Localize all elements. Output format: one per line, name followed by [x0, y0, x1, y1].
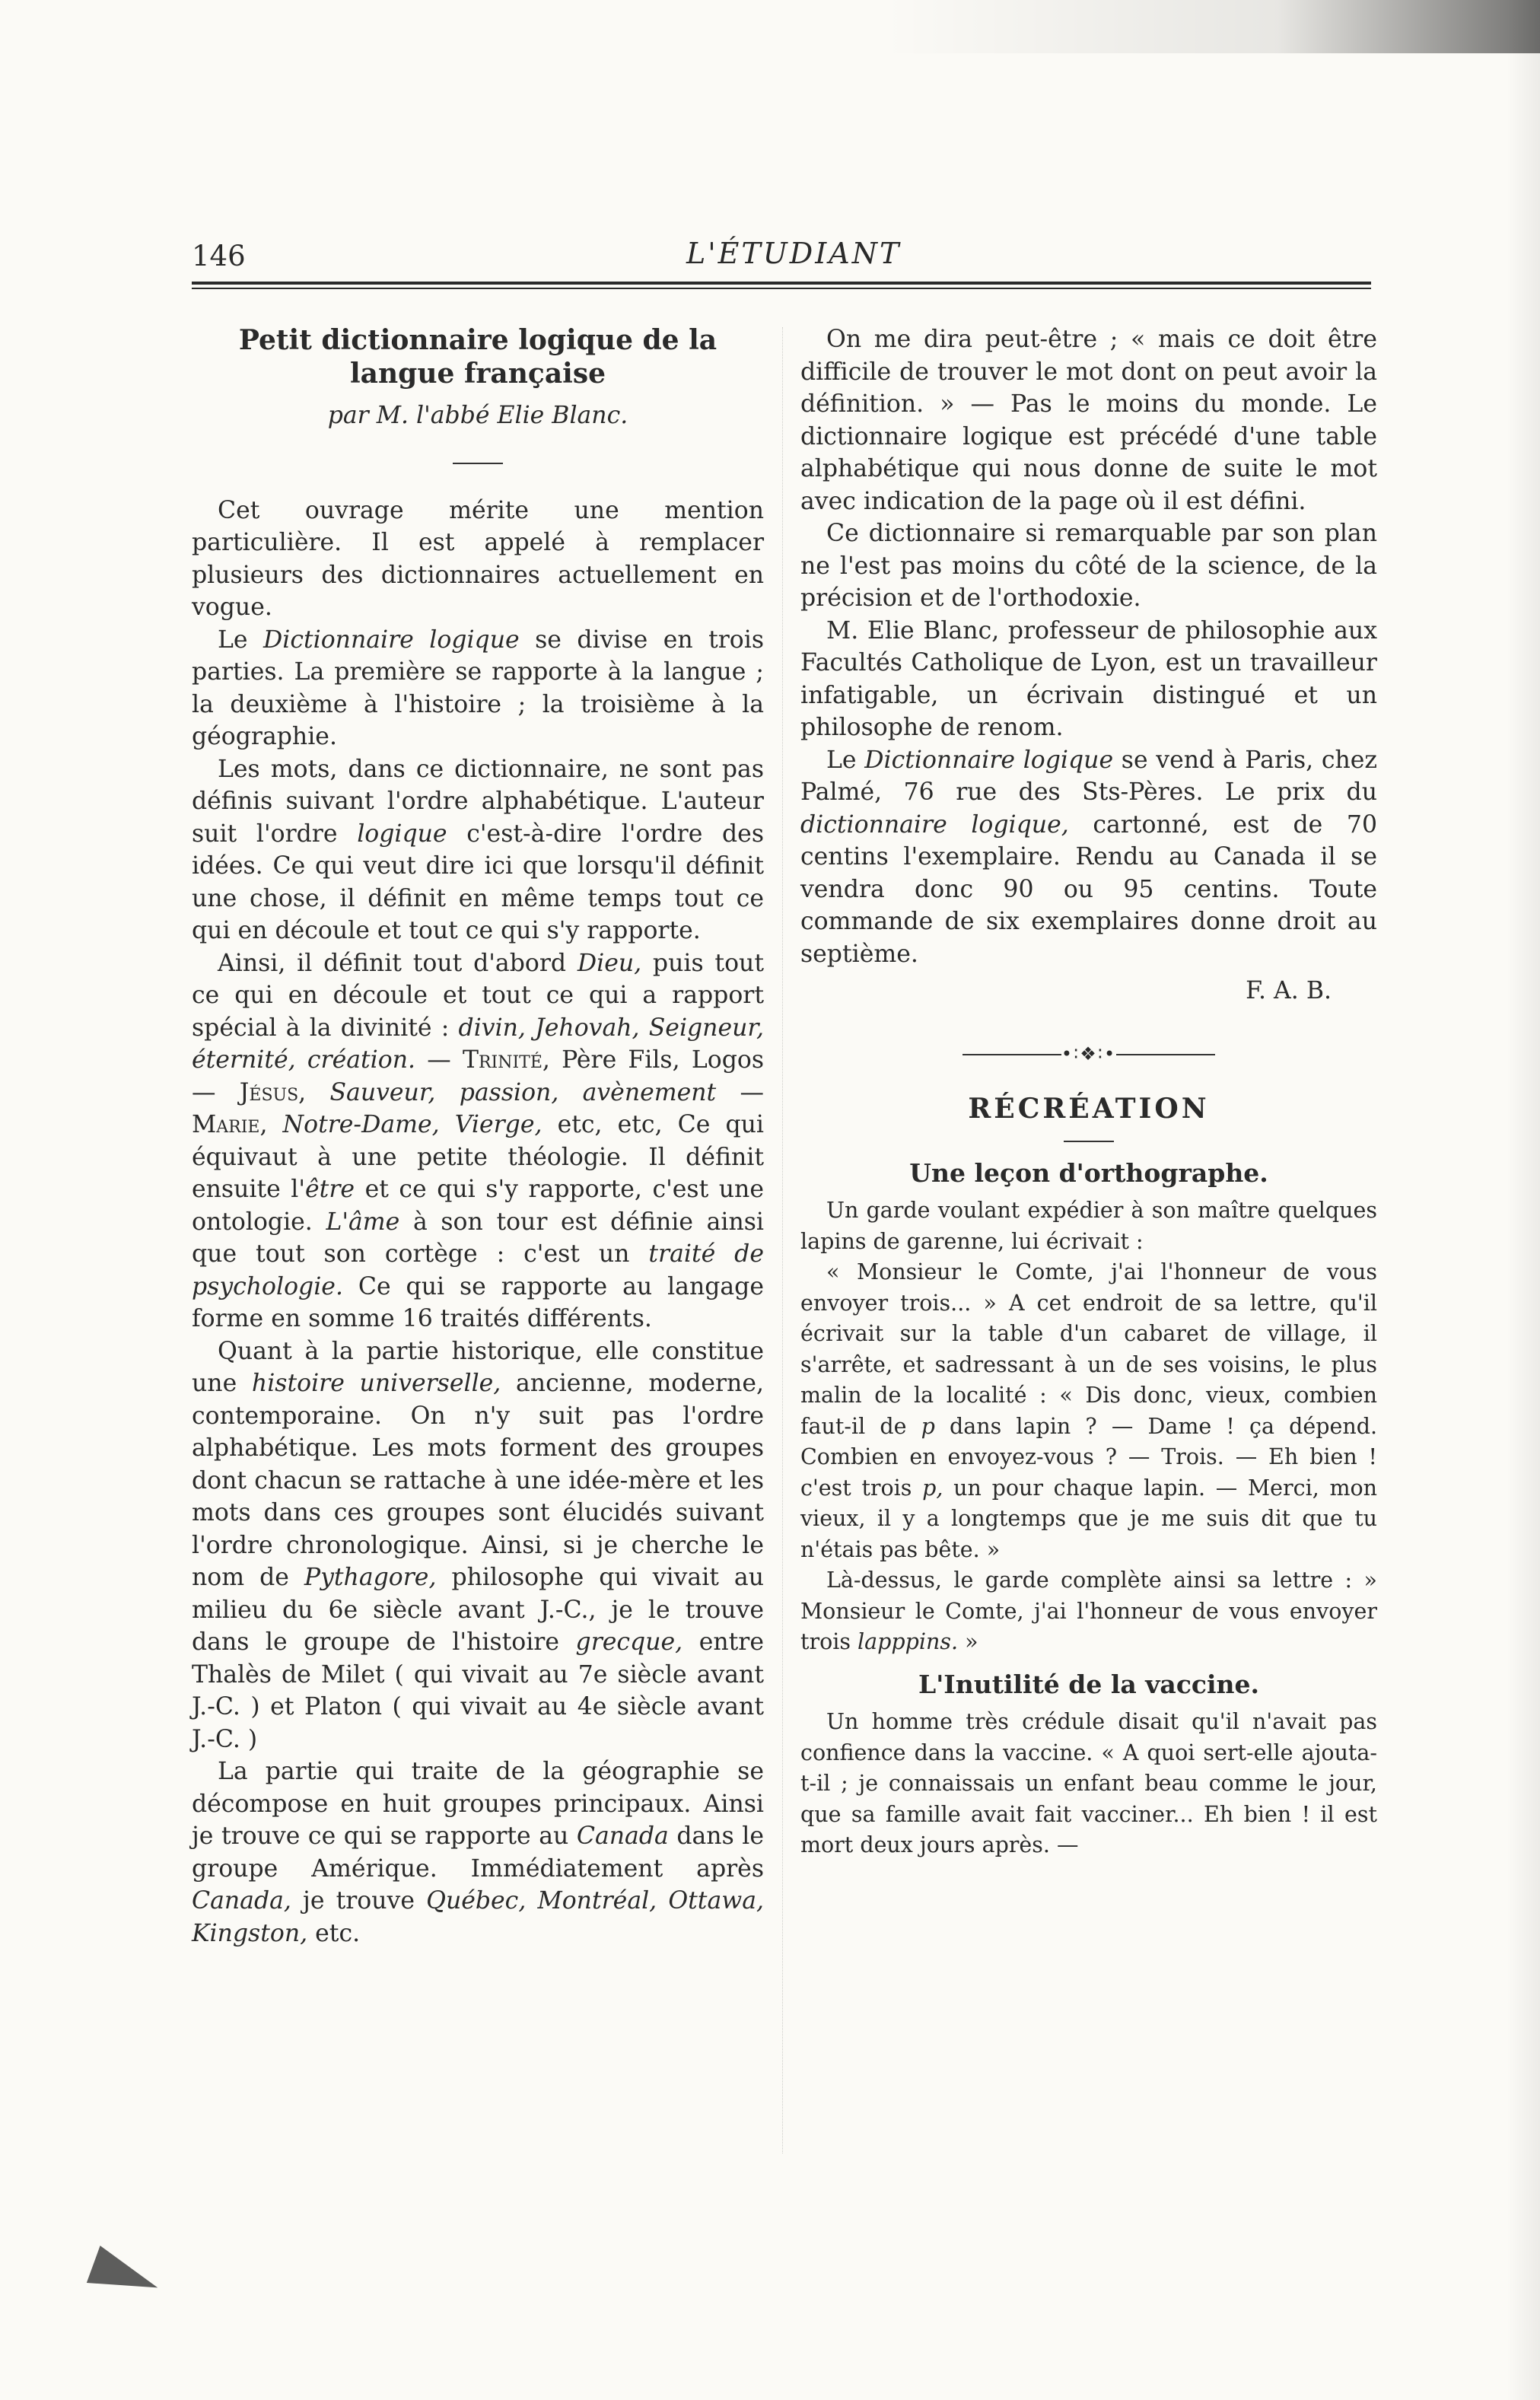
running-title: L'ÉTUDIANT	[686, 237, 902, 270]
paragraph: Là-dessus, le garde complète ainsi sa lettre : » Monsieur le Comte, j'ai l'honneur de vous envoyer trois lapppins. »	[800, 1568, 1377, 1654]
story-title: L'Inutilité de la vaccine.	[918, 1669, 1260, 1699]
article-signature: F. A. B.	[1246, 977, 1332, 1004]
paragraph: Ainsi, il définit tout d'abord Dieu, puis tout ce qui en découle et tout ce qui a rapport spécial à la divinité : divin, Jehovah, Seigneur, éternité, création. — Trinité, Père Fils, Logos — Jésus, Sauveur, passion, avènement — Marie, Notre-Dame, Vierge, etc, etc, Ce qui équivaut à une petite théologie. Il définit ensuite l'être et ce qui s'y rapporte, c'est une ontologie. L'âme à son tour est définie ainsi que tout son cortège : c'est un traité de psychologie. Ce qui se rapporte au langage forme en somme 16 traités différents.	[192, 949, 765, 1332]
ornament-divider: •∶❖∶•	[800, 1038, 1377, 1071]
page-number: 146	[192, 240, 246, 272]
scan-shadow-top	[883, 0, 1540, 53]
scan-artifact	[87, 2246, 164, 2306]
paragraph: Quant à la partie historique, elle constitue une histoire universelle, ancienne, moderne, contemporaine. On n'y suit pas l'ordre alphabétique. Les mots forment des groupes dont chacun se rattache à une idée-mère et les mots dans ces groupes sont élucidés suivant l'ordre chronologique. Ainsi, si je cherche le nom de Pythagore, philosophe qui vivait au milieu du 6e siècle avant J.-C., je le trouve dans le groupe de l'histoire grecque, entre Thalès de Milet ( qui vivait au 7e siècle avant J.-C. ) et Platon ( qui vivait au 4e siècle avant J.-C. )	[192, 1337, 764, 1753]
paragraph: La partie qui traite de la géographie se décompose en huit groupes principaux. Ainsi je trouve ce qui se rapporte au Canada dans le groupe Amérique. Immédiatement après Canada, je trouve Québec, Montréal, Ottawa, Kingston, etc.	[192, 1758, 765, 1947]
section-separator	[1064, 1141, 1114, 1142]
left-column	[192, 323, 764, 1950]
title-separator	[453, 463, 503, 464]
header-rule	[192, 282, 1371, 289]
story-body	[800, 1707, 1377, 1861]
paragraph: Le Dictionnaire logique se divise en trois parties. La première se rapporte à la langue ; la deuxième à l'histoire ; la troisième à la géographie.	[192, 625, 765, 750]
column-divider	[782, 327, 783, 2153]
paragraph: Ce dictionnaire si remarquable par son plan ne l'est pas moins du côté de la science, de la précision et de l'orthodoxie.	[800, 520, 1377, 612]
article-title: Petit dictionnaire logique de la langue française	[238, 324, 718, 390]
paragraph: Un homme très crédule disait qu'il n'avait pas confience dans la vaccine. « A quoi sert-elle ajouta-t-il ; je connaissais un enfant beau comme le jour, que sa famille avait fait vacciner... Eh bien ! il est mort deux jours après. —	[800, 1709, 1377, 1857]
paragraph: On me dira peut-être ; « mais ce doit être difficile de trouver le mot dont on peut avoir la définition. » — Pas le moins du monde. Le dictionnaire logique est précédé d'une table alphabétique qui nous donne de suite le mot avec indication de la page où il est défini.	[800, 326, 1377, 515]
page-header	[192, 232, 1371, 278]
section-title: RÉCRÉATION	[968, 1093, 1210, 1125]
scan-shadow-right	[1507, 0, 1540, 2400]
paragraph: Cet ouvrage mérite une mention particulière. Il est appelé à remplacer plusieurs des dictionnaires actuellement en vogue.	[192, 496, 764, 621]
paragraph: Le Dictionnaire logique se vend à Paris, chez Palmé, 76 rue des Sts-Pères. Le prix du dictionnaire logique, cartonné, est de 70 centins l'exemplaire. Rendu au Canada il se vendra donc 90 ou 95 centins. Toute commande de six exemplaires donne droit au septième.	[800, 746, 1378, 968]
paragraph: « Monsieur le Comte, j'ai l'honneur de vous envoyer trois... » A cet endroit de sa lettre, qu'il écrivait sur la table d'un cabaret de village, il s'arrête, et sadressant à un de ses voisins, le plus malin de la localité : « Dis donc, vieux, combien faut-il de p dans lapin ? — Dame ! ça dépend. Combien en envoyez-vous ? — Trois. — Eh bien ! c'est trois p, un pour chaque lapin. — Merci, mon vieux, il y a longtemps que je me suis dit que tu n'étais pas bête. »	[800, 1259, 1377, 1562]
story-title: Une leçon d'orthographe.	[909, 1157, 1268, 1188]
paragraph: Un garde voulant expédier à son maître quelques lapins de garenne, lui écrivait :	[800, 1198, 1377, 1254]
paragraph: M. Elie Blanc, professeur de philosophie aux Facultés Catholique de Lyon, est un travailleur infatigable, un écrivain distingué et un philosophe de renom.	[800, 616, 1377, 741]
right-column	[800, 323, 1377, 1861]
story-body	[800, 1195, 1377, 1658]
article-byline: par M. l'abbé Elie Blanc.	[327, 402, 628, 429]
paragraph: Les mots, dans ce dictionnaire, ne sont pas définis suivant l'ordre alphabétique. L'auteur suit l'ordre logique c'est-à-dire l'ordre des idées. Ce qui veut dire ici que lorsqu'il définit une chose, il définit en même temps tout ce qui en découle et tout ce qui s'y rapporte.	[192, 755, 764, 944]
